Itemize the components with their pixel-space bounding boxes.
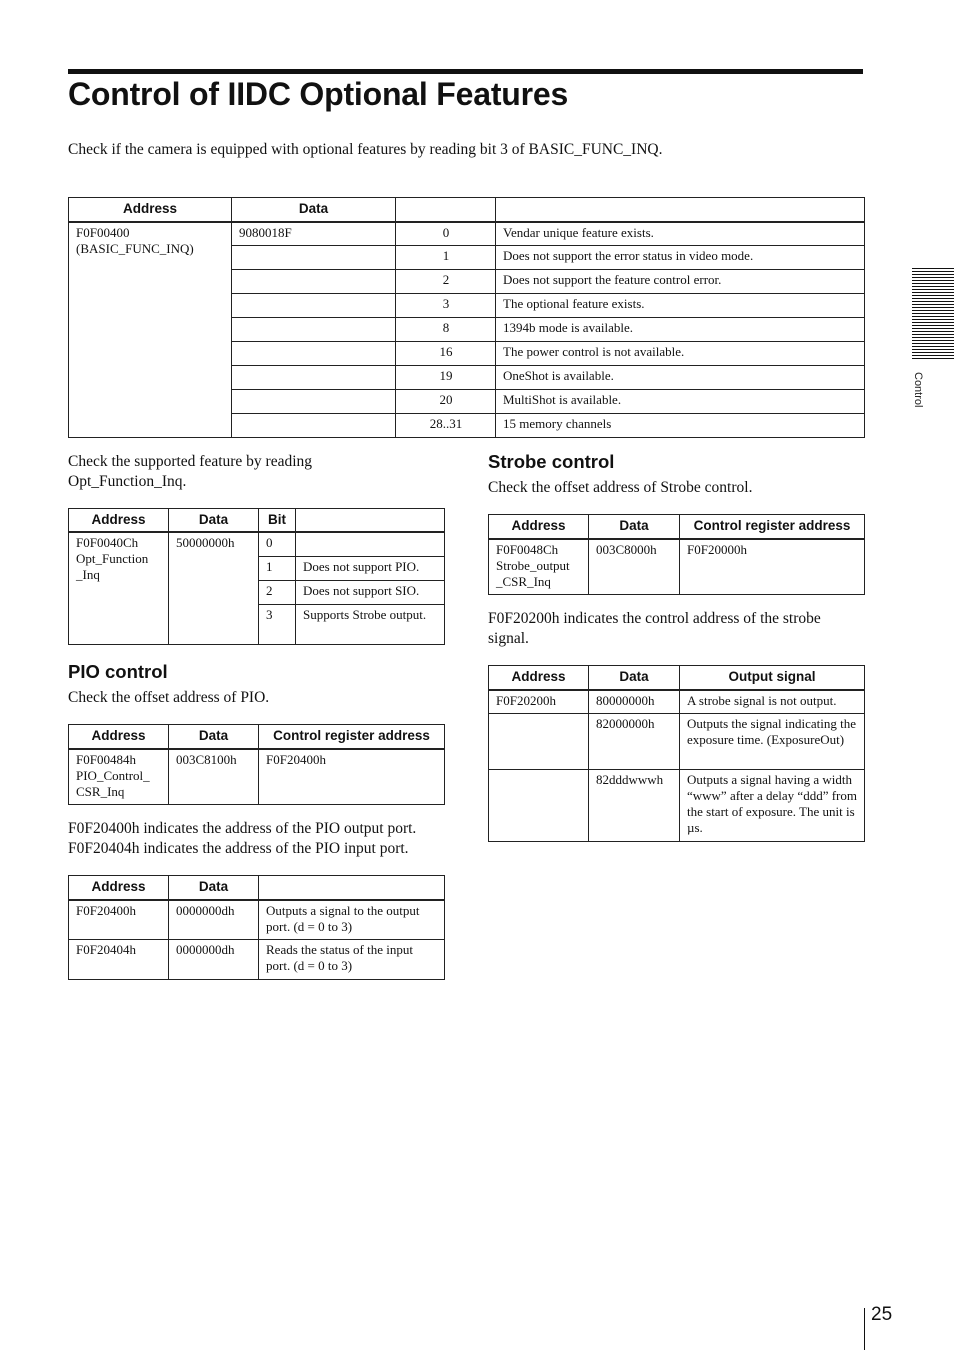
- pio-control-heading: PIO control: [68, 661, 168, 682]
- description-cell: Does not support the feature control error.: [496, 270, 865, 294]
- address-line: _CSR_Inq: [496, 573, 551, 589]
- bit-cell: 19: [396, 366, 496, 390]
- table-row: [69, 222, 865, 246]
- address-cell: F0F20400h: [69, 900, 169, 940]
- data-cell: 82dddwwwh: [589, 770, 680, 842]
- opt-function-inq-table: [68, 508, 445, 645]
- description-cell: Reads the status of the input port. (d = 0 to 3): [259, 940, 445, 980]
- table-row: [489, 714, 865, 770]
- table-header-row: [69, 876, 445, 900]
- strobe-control-table: [488, 514, 865, 595]
- header-data: Data: [169, 876, 259, 900]
- header-address: Address: [489, 515, 589, 539]
- strobe-text: Check the offset address of Strobe control.: [488, 479, 753, 496]
- address-cell: F0F20404h: [69, 940, 169, 980]
- address-line: Strobe_output: [496, 557, 570, 573]
- header-data: Data: [589, 666, 680, 690]
- header-output-signal: Output signal: [680, 666, 865, 690]
- bit-cell: 3: [259, 604, 296, 644]
- header-data: Data: [169, 725, 259, 749]
- table-row: [69, 900, 445, 940]
- pio-control-table: [68, 724, 445, 805]
- header-data: Data: [232, 198, 396, 222]
- address-line: PIO_Control_: [76, 767, 150, 783]
- bit-cell: 0: [259, 532, 296, 556]
- description-cell: Outputs the signal indicating the exposure time. (ExposureOut): [680, 714, 865, 770]
- data-cell: 80000000h: [589, 690, 680, 714]
- bit-cell: 16: [396, 342, 496, 366]
- table-header-row: [489, 515, 865, 539]
- data-cell: 82000000h: [589, 714, 680, 770]
- bit-cell: 2: [259, 580, 296, 604]
- data-cell: 003C8100h: [169, 749, 259, 805]
- table-header-row: [69, 198, 865, 222]
- table-header-row: [489, 666, 865, 690]
- address-cell: [489, 714, 589, 770]
- table-header-row: [69, 725, 445, 749]
- header-address: Address: [69, 198, 232, 222]
- address-line: F0F0048Ch: [496, 541, 559, 557]
- basic-func-inq-table: [68, 197, 865, 438]
- header-description: [296, 509, 445, 533]
- strobe-control-address-text: F0F20200h indicates the control address of the strobe signal.: [488, 610, 821, 647]
- page-number-rule: [864, 1308, 865, 1350]
- bit-cell: 1: [396, 246, 496, 270]
- description-cell: The optional feature exists.: [496, 294, 865, 318]
- description-cell: MultiShot is available.: [496, 390, 865, 414]
- address-cell: [69, 532, 169, 644]
- bit-cell: 2: [396, 270, 496, 294]
- bit-cell: 1: [259, 556, 296, 580]
- header-description: [259, 876, 445, 900]
- description-cell: Outputs a signal having a width “www” after a delay “ddd” from the start of exposure. The unit is µs.: [680, 770, 865, 842]
- address-cell: F0F20200h: [489, 690, 589, 714]
- table-row: [69, 749, 445, 805]
- address-line: CSR_Inq: [76, 783, 125, 799]
- header-address: Address: [69, 725, 169, 749]
- table-header-row: [69, 509, 445, 533]
- data-cell: 9080018F: [232, 222, 396, 246]
- description-cell: The power control is not available.: [496, 342, 865, 366]
- intro-text: Check if the camera is equipped with optional features by reading bit 3 of BASIC_FUNC_INQ.: [68, 141, 663, 158]
- data-cell: 0000000dh: [169, 940, 259, 980]
- bit-cell: 8: [396, 318, 496, 342]
- bit-cell: 3: [396, 294, 496, 318]
- description-cell: A strobe signal is not output.: [680, 690, 865, 714]
- header-address: Address: [69, 509, 169, 533]
- strobe-output-signal-table: [488, 665, 865, 842]
- check-supported-text: Check the supported feature by reading Opt_Function_Inq.: [68, 453, 313, 490]
- header-address: Address: [489, 666, 589, 690]
- pio-output-port-text: F0F20400h indicates the address of the PIO output port.: [68, 820, 417, 837]
- data-cell: 0000000dh: [169, 900, 259, 940]
- address-line: (BASIC_FUNC_INQ): [76, 240, 194, 256]
- address-line: F0F0040Ch: [76, 535, 139, 550]
- header-data: Data: [589, 515, 680, 539]
- address-line: _Inq: [76, 567, 100, 582]
- data-cell: 50000000h: [169, 532, 259, 644]
- address-cell: [69, 222, 232, 438]
- address-line: Opt_Function: [76, 551, 149, 566]
- description-cell: Supports Strobe output.: [296, 604, 445, 644]
- table-row: [69, 940, 445, 980]
- header-address: Address: [69, 876, 169, 900]
- table-row: [489, 539, 865, 595]
- address-cell: [489, 539, 589, 595]
- header-control-register: Control register address: [259, 725, 445, 749]
- description-cell: Does not support the error status in video mode.: [496, 246, 865, 270]
- header-data: Data: [169, 509, 259, 533]
- register-cell: F0F20400h: [259, 749, 445, 805]
- pio-text: Check the offset address of PIO.: [68, 689, 270, 706]
- description-cell: OneShot is available.: [496, 366, 865, 390]
- page-number: 25: [871, 1304, 893, 1325]
- bit-cell: 28..31: [396, 414, 496, 438]
- address-line: F0F00400: [76, 224, 130, 240]
- section-label: Control: [912, 372, 924, 408]
- table-row: [69, 532, 445, 556]
- data-cell: 003C8000h: [589, 539, 680, 595]
- bit-cell: 0: [396, 222, 496, 246]
- description-cell: [296, 532, 445, 556]
- strobe-control-heading: Strobe control: [488, 451, 615, 472]
- header-control-register: Control register address: [680, 515, 865, 539]
- description-cell: Vendar unique feature exists.: [496, 222, 865, 246]
- description-cell: 15 memory channels: [496, 414, 865, 438]
- page-title: Control of IIDC Optional Features: [68, 76, 569, 112]
- header-description: [496, 198, 865, 222]
- section-thumb-tab: [912, 268, 954, 360]
- table-row: [489, 690, 865, 714]
- title-rule: [68, 69, 863, 74]
- description-cell: Does not support PIO.: [296, 556, 445, 580]
- header-bit: Bit: [259, 509, 296, 533]
- register-cell: F0F20000h: [680, 539, 865, 595]
- bit-cell: 20: [396, 390, 496, 414]
- pio-port-table: [68, 875, 445, 980]
- header-bit: [396, 198, 496, 222]
- description-cell: Outputs a signal to the output port. (d = 0 to 3): [259, 900, 445, 940]
- address-cell: [69, 749, 169, 805]
- address-cell: [489, 770, 589, 842]
- pio-input-port-text: F0F20404h indicates the address of the PIO input port.: [68, 840, 409, 857]
- address-line: F0F00484h: [76, 751, 136, 767]
- table-row: [489, 770, 865, 842]
- description-cell: 1394b mode is available.: [496, 318, 865, 342]
- description-cell: Does not support SIO.: [296, 580, 445, 604]
